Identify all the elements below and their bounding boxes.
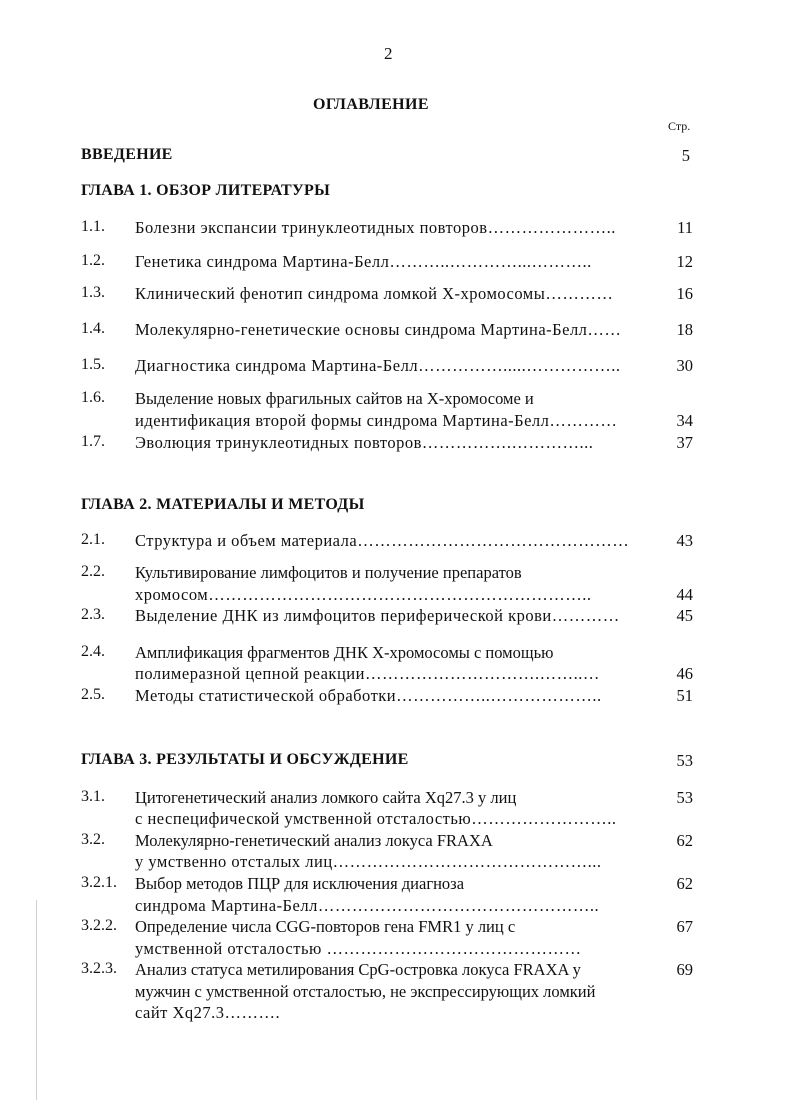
entry-number: 2.2.: [81, 563, 105, 580]
toc-entry-page: 37: [676, 433, 693, 452]
toc-entry-title[interactable]: Методы статистической обработки……………..………………..: [135, 686, 602, 705]
entry-number: 1.7.: [81, 433, 105, 450]
entry-number: 3.2.: [81, 831, 105, 848]
toc-entry-title[interactable]: Выбор методов ПЦР для исключения диагноза: [135, 874, 465, 893]
toc-entry-title[interactable]: Структура и объем материала…………………………………………: [135, 531, 630, 550]
toc-entry-title[interactable]: Анализ статуса метилирования CpG-островка локуса FRAXA у: [135, 960, 581, 979]
chapter3-heading[interactable]: ГЛАВА 3. РЕЗУЛЬТАТЫ И ОБСУЖДЕНИЕ: [81, 751, 409, 768]
entry-number: 2.1.: [81, 531, 105, 548]
toc-entry-title-cont[interactable]: хромосом…………………………………………………………..: [135, 585, 592, 604]
scan-margin-line: [36, 900, 37, 1100]
entry-number: 2.4.: [81, 643, 105, 660]
entry-number: 3.2.2.: [81, 917, 117, 934]
toc-entry-page: 69: [676, 960, 693, 979]
toc-entry-title[interactable]: Цитогенетический анализ ломкого сайта Xq27.3 у лиц: [135, 788, 517, 807]
page-column-header: Стр.: [668, 119, 691, 133]
toc-entry-page: 46: [676, 664, 693, 683]
toc-entry-title[interactable]: Молекулярно-генетические основы синдрома Мартина-Белл……: [135, 320, 622, 339]
page-number: 2: [384, 44, 393, 63]
toc-entry-title[interactable]: Эволюция тринуклеотидных повторов…………….…………...: [135, 433, 594, 452]
toc-entry-page: 43: [676, 531, 693, 550]
entry-number: 2.3.: [81, 606, 105, 623]
toc-entry-title-cont[interactable]: умственной отсталостью ………………………………………: [135, 939, 582, 958]
toc-entry-title[interactable]: Клинический фенотип синдрома ломкой Х-хромосомы…………: [135, 284, 614, 303]
toc-entry-page: 16: [676, 284, 693, 303]
entry-number: 1.2.: [81, 252, 105, 269]
toc-entry-page: 45: [676, 606, 693, 625]
toc-entry-title[interactable]: Культивирование лимфоцитов и получение препаратов: [135, 563, 522, 582]
toc-entry-title[interactable]: Амплификация фрагментов ДНК Х-хромосомы с помощью: [135, 643, 554, 662]
entry-number: 2.5.: [81, 686, 105, 703]
toc-entry-page: 34: [676, 411, 693, 430]
toc-entry-title[interactable]: Определение числа CGG-повторов гена FMR1 у лиц с: [135, 917, 516, 936]
chapter2-heading[interactable]: ГЛАВА 2. МАТЕРИАЛЫ И МЕТОДЫ: [81, 496, 365, 513]
toc-entry-page: 18: [676, 320, 693, 339]
toc-entry-page: 30: [676, 356, 693, 375]
toc-entry-title[interactable]: Молекулярно-генетический анализ локуса FRAXA: [135, 831, 493, 850]
toc-entry-title-cont[interactable]: идентификация второй формы синдрома Мартина-Белл…………: [135, 411, 618, 430]
entry-number: 1.4.: [81, 320, 105, 337]
toc-entry-page: 62: [676, 874, 693, 893]
chapter3-page: 53: [676, 751, 693, 770]
toc-entry-page: 51: [676, 686, 693, 705]
toc-title: ОГЛАВЛЕНИЕ: [313, 96, 429, 113]
toc-entry-title-cont[interactable]: у умственно отсталых лиц………………………………………...: [135, 852, 602, 871]
toc-entry-title[interactable]: Выделение ДНК из лимфоцитов периферической крови…………: [135, 606, 620, 625]
entry-number: 1.3.: [81, 284, 105, 301]
toc-entry-title-cont[interactable]: полимеразной цепной реакции………………………….……..…: [135, 664, 600, 683]
toc-entry-title-cont[interactable]: сайт Xq27.3……….: [135, 1003, 281, 1022]
entry-number: 1.5.: [81, 356, 105, 373]
toc-entry-title[interactable]: Выделение новых фрагильных сайтов на Х-хромосоме и: [135, 389, 534, 408]
toc-entry-title[interactable]: Диагностика синдрома Мартина-Белл…………….....……………..: [135, 356, 621, 375]
toc-entry-title[interactable]: Генетика синдрома Мартина-Белл………..…………...………..: [135, 252, 592, 271]
toc-entry-page: 67: [676, 917, 693, 936]
entry-number: 3.1.: [81, 788, 105, 805]
intro-page: 5: [681, 146, 690, 165]
chapter1-heading[interactable]: ГЛАВА 1. ОБЗОР ЛИТЕРАТУРЫ: [81, 182, 331, 199]
entry-number: 3.2.1.: [81, 874, 117, 891]
toc-entry-page: 53: [676, 788, 693, 807]
toc-entry-title-cont[interactable]: синдрома Мартина-Белл…………………………………………..: [135, 896, 600, 915]
entry-number: 1.1.: [81, 218, 105, 235]
toc-entry-page: 11: [677, 218, 693, 237]
toc-entry-title[interactable]: Болезни экспансии тринуклеотидных повторов…………………..: [135, 218, 616, 237]
toc-entry-title-cont[interactable]: мужчин с умственной отсталостью, не экспрессирующих ломкий: [135, 982, 596, 1001]
entry-number: 3.2.3.: [81, 960, 117, 977]
toc-entry-page: 44: [676, 585, 693, 604]
toc-entry-title-cont[interactable]: с неспецифической умственной отсталостью……………………..: [135, 809, 617, 828]
entry-number: 1.6.: [81, 389, 105, 406]
toc-entry-page: 12: [676, 252, 693, 271]
intro-heading[interactable]: ВВЕДЕНИЕ: [81, 146, 173, 163]
toc-entry-page: 62: [676, 831, 693, 850]
